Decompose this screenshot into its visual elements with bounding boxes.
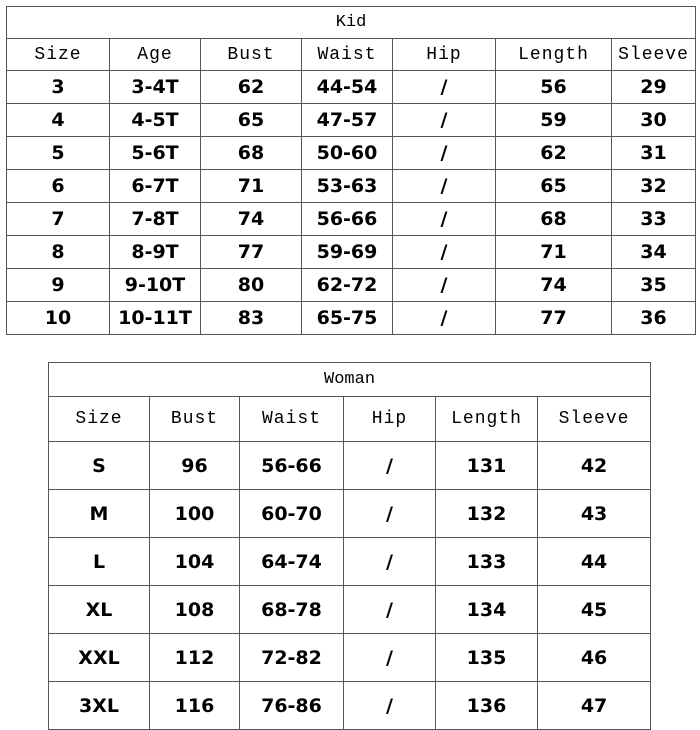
woman-cell-length: 134 — [436, 586, 538, 634]
kid-cell-length: 68 — [496, 203, 612, 236]
kid-cell-bust: 65 — [201, 104, 302, 137]
woman-cell-hip: / — [344, 442, 436, 490]
woman-header-sleeve: Sleeve — [538, 397, 651, 442]
kid-cell-bust: 83 — [201, 302, 302, 335]
table-row — [7, 269, 696, 302]
kid-cell-size: 7 — [7, 203, 110, 236]
woman-cell-sleeve: 44 — [538, 538, 651, 586]
woman-cell-length: 133 — [436, 538, 538, 586]
woman-cell-hip: / — [344, 490, 436, 538]
table-row — [49, 490, 651, 538]
table-row — [7, 203, 696, 236]
kid-cell-age: 7-8T — [110, 203, 201, 236]
woman-cell-size: M — [49, 490, 150, 538]
table-row — [7, 137, 696, 170]
kid-cell-age: 8-9T — [110, 236, 201, 269]
kid-header-row — [7, 39, 696, 71]
woman-cell-bust: 108 — [150, 586, 240, 634]
kid-cell-size: 3 — [7, 71, 110, 104]
kid-cell-waist: 50-60 — [302, 137, 393, 170]
woman-cell-bust: 112 — [150, 634, 240, 682]
woman-cell-waist: 68-78 — [240, 586, 344, 634]
woman-header-bust: Bust — [150, 397, 240, 442]
table-row — [7, 302, 696, 335]
kid-cell-age: 5-6T — [110, 137, 201, 170]
kid-header-size: Size — [7, 39, 110, 71]
woman-cell-sleeve: 42 — [538, 442, 651, 490]
table-row — [7, 104, 696, 137]
kid-cell-sleeve: 35 — [612, 269, 696, 302]
kid-cell-size: 4 — [7, 104, 110, 137]
kid-cell-bust: 71 — [201, 170, 302, 203]
kid-cell-waist: 44-54 — [302, 71, 393, 104]
kid-cell-waist: 59-69 — [302, 236, 393, 269]
woman-cell-hip: / — [344, 586, 436, 634]
woman-cell-waist: 64-74 — [240, 538, 344, 586]
kid-cell-bust: 80 — [201, 269, 302, 302]
kid-cell-sleeve: 36 — [612, 302, 696, 335]
woman-header-waist: Waist — [240, 397, 344, 442]
table-row — [49, 682, 651, 730]
table-row — [49, 442, 651, 490]
kid-cell-hip: / — [393, 203, 496, 236]
kid-cell-hip: / — [393, 71, 496, 104]
woman-cell-bust: 100 — [150, 490, 240, 538]
kid-cell-age: 4-5T — [110, 104, 201, 137]
woman-table-title: Woman — [49, 363, 651, 397]
woman-cell-length: 136 — [436, 682, 538, 730]
kid-cell-waist: 62-72 — [302, 269, 393, 302]
kid-size-table — [6, 6, 696, 335]
woman-header-size: Size — [49, 397, 150, 442]
table-row — [7, 170, 696, 203]
kid-title-row — [7, 7, 696, 39]
woman-header-hip: Hip — [344, 397, 436, 442]
kid-cell-length: 65 — [496, 170, 612, 203]
kid-cell-sleeve: 29 — [612, 71, 696, 104]
woman-cell-waist: 60-70 — [240, 490, 344, 538]
kid-header-age: Age — [110, 39, 201, 71]
kid-cell-bust: 68 — [201, 137, 302, 170]
kid-cell-sleeve: 31 — [612, 137, 696, 170]
kid-cell-length: 71 — [496, 236, 612, 269]
woman-cell-bust: 116 — [150, 682, 240, 730]
kid-cell-waist: 53-63 — [302, 170, 393, 203]
woman-table-body — [49, 363, 651, 730]
table-row — [49, 538, 651, 586]
woman-size-table — [48, 362, 651, 730]
kid-header-sleeve: Sleeve — [612, 39, 696, 71]
kid-cell-bust: 62 — [201, 71, 302, 104]
kid-cell-sleeve: 32 — [612, 170, 696, 203]
woman-cell-size: L — [49, 538, 150, 586]
kid-cell-hip: / — [393, 137, 496, 170]
kid-cell-length: 62 — [496, 137, 612, 170]
kid-cell-hip: / — [393, 170, 496, 203]
kid-cell-hip: / — [393, 302, 496, 335]
kid-cell-waist: 47-57 — [302, 104, 393, 137]
woman-cell-hip: / — [344, 634, 436, 682]
kid-header-length: Length — [496, 39, 612, 71]
kid-cell-length: 74 — [496, 269, 612, 302]
woman-cell-sleeve: 43 — [538, 490, 651, 538]
woman-cell-waist: 72-82 — [240, 634, 344, 682]
kid-cell-size: 8 — [7, 236, 110, 269]
kid-cell-age: 10-11T — [110, 302, 201, 335]
kid-cell-sleeve: 33 — [612, 203, 696, 236]
kid-table-title: Kid — [7, 7, 696, 39]
kid-cell-size: 10 — [7, 302, 110, 335]
kid-cell-size: 6 — [7, 170, 110, 203]
woman-cell-bust: 104 — [150, 538, 240, 586]
table-row — [49, 586, 651, 634]
kid-cell-waist: 65-75 — [302, 302, 393, 335]
kid-cell-hip: / — [393, 104, 496, 137]
woman-cell-size: XL — [49, 586, 150, 634]
woman-cell-size: XXL — [49, 634, 150, 682]
woman-cell-waist: 76-86 — [240, 682, 344, 730]
woman-cell-length: 132 — [436, 490, 538, 538]
table-row — [7, 236, 696, 269]
kid-cell-age: 9-10T — [110, 269, 201, 302]
kid-cell-age: 3-4T — [110, 71, 201, 104]
kid-cell-hip: / — [393, 269, 496, 302]
kid-header-bust: Bust — [201, 39, 302, 71]
kid-cell-length: 59 — [496, 104, 612, 137]
woman-cell-hip: / — [344, 538, 436, 586]
kid-header-waist: Waist — [302, 39, 393, 71]
kid-cell-age: 6-7T — [110, 170, 201, 203]
kid-table-body — [7, 7, 696, 335]
table-row — [7, 71, 696, 104]
woman-cell-sleeve: 47 — [538, 682, 651, 730]
woman-cell-hip: / — [344, 682, 436, 730]
kid-cell-length: 77 — [496, 302, 612, 335]
kid-cell-bust: 77 — [201, 236, 302, 269]
woman-cell-sleeve: 46 — [538, 634, 651, 682]
kid-cell-waist: 56-66 — [302, 203, 393, 236]
kid-cell-length: 56 — [496, 71, 612, 104]
kid-header-hip: Hip — [393, 39, 496, 71]
kid-cell-size: 5 — [7, 137, 110, 170]
woman-cell-size: S — [49, 442, 150, 490]
woman-header-row — [49, 397, 651, 442]
kid-cell-size: 9 — [7, 269, 110, 302]
kid-cell-hip: / — [393, 236, 496, 269]
table-row — [49, 634, 651, 682]
kid-cell-bust: 74 — [201, 203, 302, 236]
kid-cell-sleeve: 34 — [612, 236, 696, 269]
woman-cell-length: 131 — [436, 442, 538, 490]
woman-cell-sleeve: 45 — [538, 586, 651, 634]
woman-cell-waist: 56-66 — [240, 442, 344, 490]
woman-cell-size: 3XL — [49, 682, 150, 730]
woman-cell-length: 135 — [436, 634, 538, 682]
kid-cell-sleeve: 30 — [612, 104, 696, 137]
woman-title-row — [49, 363, 651, 397]
woman-header-length: Length — [436, 397, 538, 442]
woman-cell-bust: 96 — [150, 442, 240, 490]
